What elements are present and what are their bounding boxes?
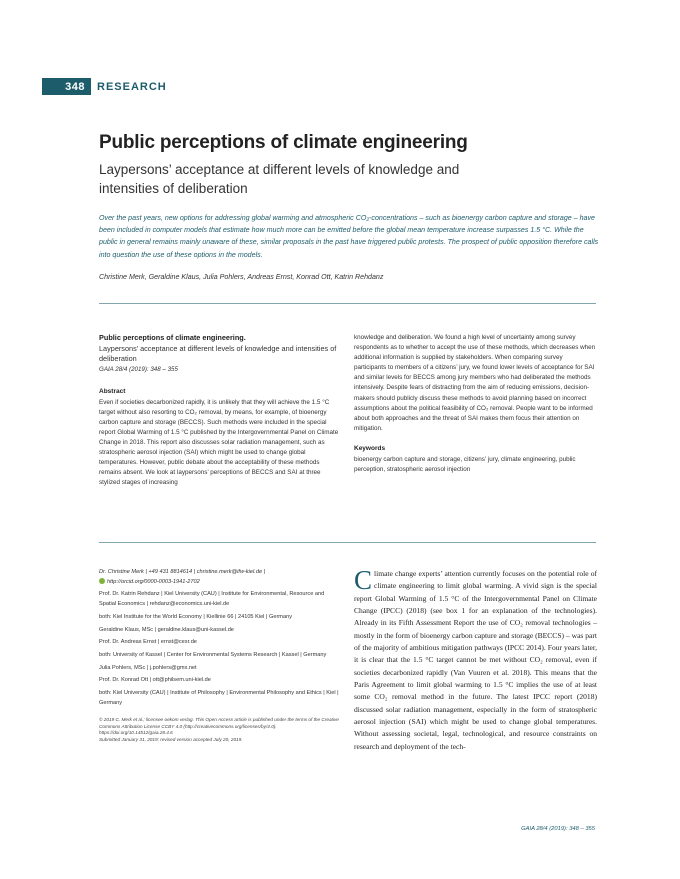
abstract-text-part1: Even if societies decarbonized rapidly, it is unlikely that they will achieve the 1.5 °C target without also resorting to CO₂ removal, by means, for example, of bioenergy carbon capture and storage (BECCS). Such methods were included in the special report Global Warming of 1.5 °C published by the Intergovernmental Panel on Climate Change in 2018. This report also discusses solar radiation management, such as stratospheric aerosol injection (SAI) which might be used to change global temperatures. However, public debate about the acceptability of these methods remains absent. We look at laypersons’ perceptions of BECCS and SAI at three stylized stages of increasing	[99, 398, 339, 487]
abstract-box-left	[99, 333, 339, 489]
divider-top	[99, 303, 596, 304]
abstract-box-title: Public perceptions of climate engineering.	[99, 333, 246, 342]
divider-bottom	[99, 542, 596, 543]
lead-paragraph: Over the past years, new options for addressing global warming and atmospheric CO₂-concentrations – such as bioenergy carbon capture and storage – have been included in computer models that estimate how much more can be emitted before the global mean temperature increase surpasses 1.5 °C. While the public in general remains mainly unaware of these, similar proposals in the past have triggered public protests. The prospect of public opposition therefore calls into question the use of these options in the models.	[99, 214, 599, 259]
orcid-link[interactable]: http://orcid.org/0000-0003-1941-2702	[107, 578, 200, 585]
abstract-box-subtitle: Laypersons’ acceptance at different levels of knowledge and intensities of deliberation	[99, 343, 337, 363]
abstract-box-right	[354, 333, 596, 475]
submission-dates: Submitted January 31, 2019; revised version accepted July 20, 2019.	[99, 736, 243, 742]
affiliation-line: Prof. Dr. Konrad Ott | ott@philsem.uni-kiel.de	[99, 677, 211, 684]
affiliation-line: both: University of Kassel | Center for Environmental Systems Research | Kassel | Germany	[99, 651, 327, 658]
article-title: Public perceptions of climate engineering	[99, 132, 468, 153]
orcid-icon	[99, 578, 105, 584]
drop-cap: C	[354, 565, 373, 595]
abstract-text-part2: knowledge and deliberation. We found a high level of uncertainty among survey respondents as to whether to accept the use of these methods, which decreases when additional information is supplied by stakeholders. When comparing survey participants to members of a citizens’ jury, we found lower levels of acceptance for SAI and similar levels for BECCS among jury members who had deliberated the methods intensively. Despite fears of distracting from the aim of reducing emissions, decision-makers should publicly discuss these methods to avoid planning based on incorrect assumptions about the political feasibility of CO₂ removal. People want to be informed about both approaches and the threat of SAI makes them focus their attention on mitigation.	[354, 334, 596, 432]
affiliation-line: both: Kiel Institute for the World Economy | Kiellinie 66 | 24105 Kiel | Germany	[99, 613, 292, 620]
license-note: © 2019 C. Merk et al.; licensee oekom verlag. This Open Access article is published under the terms of the Creative Commons Attribution License CCBY 4.0 (http://creativecommons.org/licenses/by/4.0). https://doi.org/10.14512/gaia.28.4.6	[99, 717, 339, 736]
article-subtitle: Laypersons’ acceptance at different levels of knowledge and intensities of deliberation	[99, 162, 460, 196]
running-header	[42, 78, 167, 95]
affiliation-line: Prof. Dr. Andreas Ernst | ernst@cesr.de	[99, 639, 197, 646]
affiliation-line: Prof. Dr. Katrin Rehdanz | Kiel University (CAU) | Institute for Environmental, Resource and Spatial Economics | rehdanz@economics.uni-kiel.de	[99, 591, 325, 608]
corresponding-author: Dr. Christine Merk | +49 431 8814614 | christine.merk@ifw-kiel.de |	[99, 569, 266, 575]
section-label: RESEARCH	[97, 80, 167, 93]
author-list: Christine Merk, Geraldine Klaus, Julia Pohlers, Andreas Ernst, Konrad Ott, Katrin Rehdanz	[99, 273, 384, 281]
affiliation-line: both: Kiel University (CAU) | Institute of Philosophy | Environmental Philosophy and Ethics | Kiel | Germany	[99, 690, 339, 706]
body-text: limate change experts’ attention currently focuses on the potential role of climate engineering to limit global warming. A vivid sign is the special report Global Warming of 1.5 °C of the Intergovernmental Panel on Climate Change (IPCC) (2018) (see box 1 for an explanation of the technologies). Already in its Fifth Assessment Report the use of CO₂ removal technologies – mostly in the form of bioenergy carbon capture and storage (BECCS) – was part of the majority of ambitious mitigation pathways (IPCC 2014). Four years later, it is clear that the 1.5 °C target cannot be met without CO₂ removal, even if societies decarbonized rapidly (Van Vuuren et al. 2018). This means that the Paris Agreement to limit global warming to 1.5 °C implies the use of at least some CO₂ removal method in the future. The latest IPCC report (2018) discussed solar radiation management, especially in the form of stratospheric aerosol injection (SAI) which might be used to change global temperatures. Without assessing societal, legal, technological, and resource constraints on research and deployment of the tech-	[354, 569, 597, 751]
keywords-list: bioenergy carbon capture and storage, citizens’ jury, climate engineering, public perception, stratospheric aerosol injection	[354, 456, 576, 474]
affiliations	[99, 568, 341, 743]
article-body	[354, 565, 597, 753]
affiliation-line: Geraldine Klaus, MSc | geraldine.klaus@uni-kassel.de	[99, 626, 234, 633]
orcid-line	[99, 578, 341, 588]
abstract-box-citation: GAIA 28/4 (2019): 348 – 355	[99, 365, 178, 373]
abstract-heading: Abstract	[99, 387, 126, 395]
affiliation-line: Julia Pohlers, MSc | j.pohlers@gmx.net	[99, 664, 197, 671]
keywords-heading: Keywords	[354, 444, 386, 452]
page-number: 348	[42, 78, 91, 95]
running-footer: GAIA 28/4 (2019): 348 – 355	[521, 826, 595, 832]
